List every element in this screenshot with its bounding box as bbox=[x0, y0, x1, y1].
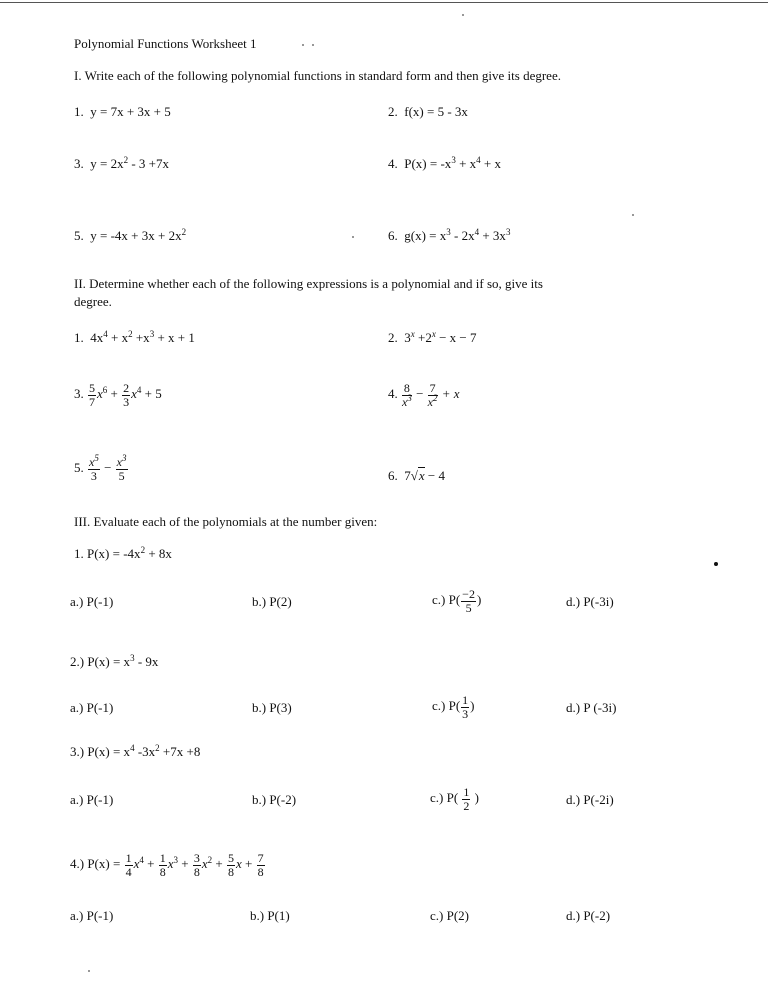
s1-item-1-expression: y = 7x + 3x + 5 bbox=[90, 104, 171, 119]
s1-item-3-part: - 3 +7x bbox=[128, 156, 170, 171]
section-2-heading-line-1: II. Determine whether each of the following expressions is a polynomial and if so, give its bbox=[74, 276, 543, 291]
numerator: 1 bbox=[159, 851, 166, 865]
denominator: 8 bbox=[227, 864, 234, 879]
p3-definition bbox=[70, 744, 200, 760]
fraction bbox=[159, 852, 167, 878]
operator: − 4 bbox=[424, 468, 446, 483]
exponent: 3 bbox=[446, 227, 451, 237]
numerator: 1 bbox=[463, 785, 470, 799]
s2-item-2-part: − x − 7 bbox=[435, 330, 477, 345]
exponent: 2 bbox=[433, 392, 438, 403]
exponent: 3 bbox=[505, 227, 511, 237]
p1-part-a: a.) P(-1) bbox=[70, 594, 114, 609]
exponent: 4 bbox=[136, 385, 142, 396]
variable: x bbox=[116, 455, 122, 469]
fraction bbox=[257, 852, 265, 878]
worksheet-title: Polynomial Functions Worksheet 1 bbox=[74, 36, 257, 51]
operator: + bbox=[177, 856, 192, 872]
p1-rest: + 8x bbox=[145, 546, 172, 561]
variable: x bbox=[89, 455, 95, 469]
numerator bbox=[116, 453, 128, 470]
s2-item-1-part: + x bbox=[107, 330, 129, 345]
numerator bbox=[88, 453, 100, 470]
p1-definition bbox=[74, 546, 172, 562]
denominator: 5 bbox=[118, 468, 125, 483]
fraction bbox=[461, 694, 469, 720]
s1-item-3-part: y = 2x bbox=[90, 156, 124, 171]
fraction bbox=[116, 453, 128, 483]
numerator: 7 bbox=[429, 381, 436, 395]
exponent: 2 bbox=[155, 743, 160, 753]
s1-item-5-number: 5. bbox=[74, 228, 84, 243]
denominator: 7 bbox=[89, 394, 95, 409]
p3-c-prefix: c.) P( bbox=[430, 790, 462, 806]
p4-part-d: d.) P(-2) bbox=[566, 908, 611, 923]
s1-item-4-number: 4. bbox=[388, 156, 398, 171]
fraction bbox=[428, 382, 438, 408]
exponent: 4 bbox=[139, 855, 144, 866]
p4-part-b: b.) P(1) bbox=[250, 908, 290, 923]
numerator: 7 bbox=[257, 851, 264, 865]
fraction bbox=[461, 588, 476, 614]
s2-item-2 bbox=[388, 330, 477, 346]
operator: + bbox=[212, 856, 226, 872]
s1-item-6-number: 6. bbox=[388, 228, 398, 243]
operator: + x bbox=[438, 386, 460, 402]
scan-top-rule bbox=[0, 2, 768, 3]
p3-c-suffix: ) bbox=[471, 790, 480, 806]
s2-item-1-number: 1. bbox=[74, 330, 84, 345]
fraction bbox=[462, 786, 470, 812]
denominator: 3 bbox=[90, 468, 97, 483]
operator: + bbox=[143, 856, 158, 872]
scan-speck bbox=[88, 970, 90, 972]
s2-item-4-number: 4. bbox=[388, 386, 398, 402]
numerator: 3 bbox=[193, 851, 200, 865]
s1-item-4-part: + x bbox=[480, 156, 501, 171]
p2-part-a: a.) P(-1) bbox=[70, 700, 114, 715]
exponent: 6 bbox=[102, 385, 108, 396]
p1-c-suffix: ) bbox=[476, 592, 482, 608]
s2-item-6-number: 6. bbox=[388, 468, 398, 483]
p1-part-c bbox=[432, 588, 481, 614]
p2-part-d: d.) P (-3i) bbox=[566, 700, 617, 715]
p1-label: 1. P(x) = -4x bbox=[74, 546, 141, 561]
scan-speck bbox=[302, 44, 304, 46]
variable: x bbox=[402, 394, 408, 409]
variable: x bbox=[201, 856, 208, 872]
s1-item-4-part: + x bbox=[455, 156, 477, 171]
numerator: 1 bbox=[462, 693, 469, 707]
p3-part-a: a.) P(-1) bbox=[70, 792, 114, 807]
s2-item-1-part: +x bbox=[132, 330, 150, 345]
p1-part-d: d.) P(-3i) bbox=[566, 594, 614, 609]
exponent: 2 bbox=[128, 329, 133, 339]
exponent: 4 bbox=[474, 227, 480, 237]
fraction bbox=[227, 852, 235, 878]
denominator: 8 bbox=[159, 864, 166, 879]
denominator bbox=[427, 392, 438, 409]
fraction bbox=[88, 453, 100, 483]
exponent: x bbox=[431, 329, 436, 339]
exponent: 3 bbox=[130, 653, 135, 663]
denominator: 2 bbox=[463, 798, 470, 813]
p4-part-c: c.) P(2) bbox=[430, 908, 469, 923]
s2-item-5 bbox=[74, 453, 129, 483]
s1-item-6-part: - 2x bbox=[450, 228, 475, 243]
s2-item-2-part: 3 bbox=[404, 330, 411, 345]
s2-item-2-number: 2. bbox=[388, 330, 398, 345]
operator: + bbox=[107, 386, 122, 402]
numerator: 8 bbox=[403, 381, 410, 395]
exponent: 3 bbox=[149, 329, 155, 339]
s2-item-1 bbox=[74, 330, 195, 346]
exponent: 3 bbox=[407, 392, 412, 403]
operator: + 5 bbox=[141, 386, 162, 402]
s1-item-2-expression: f(x) = 5 - 3x bbox=[404, 104, 468, 119]
p2-part-b: b.) P(3) bbox=[252, 700, 292, 715]
s2-item-5-number: 5. bbox=[74, 460, 84, 476]
s1-item-1-number: 1. bbox=[74, 104, 84, 119]
s1-item-3 bbox=[74, 156, 169, 172]
exponent: 5 bbox=[94, 453, 99, 463]
s1-item-5 bbox=[74, 228, 186, 244]
s2-item-3-number: 3. bbox=[74, 386, 84, 402]
fraction bbox=[122, 382, 130, 408]
p3-rest: +7x +8 bbox=[159, 744, 201, 759]
section-2-heading-line-2: degree. bbox=[74, 294, 112, 309]
s2-item-4 bbox=[388, 382, 460, 408]
p3-part-b: b.) P(-2) bbox=[252, 792, 297, 807]
s1-item-6-part: g(x) = x bbox=[404, 228, 447, 243]
exponent: 4 bbox=[130, 743, 135, 753]
scan-speck bbox=[352, 236, 354, 238]
s2-item-1-part: + x + 1 bbox=[154, 330, 195, 345]
p3-label: 3.) P(x) = x bbox=[70, 744, 131, 759]
numerator: −2 bbox=[462, 587, 475, 601]
p3-rest: -3x bbox=[134, 744, 156, 759]
exponent: 4 bbox=[476, 155, 481, 165]
p3-part-d: d.) P(-2i) bbox=[566, 792, 614, 807]
scan-speck bbox=[632, 214, 634, 216]
p1-c-prefix: c.) P( bbox=[432, 592, 461, 608]
fraction bbox=[88, 382, 96, 408]
s2-item-2-part: +2 bbox=[414, 330, 432, 345]
exponent: 3 bbox=[451, 155, 456, 165]
scan-speck bbox=[312, 44, 314, 46]
s1-item-6 bbox=[388, 228, 510, 244]
p2-rest: - 9x bbox=[134, 654, 159, 669]
exponent: 2 bbox=[181, 227, 187, 237]
denominator: 8 bbox=[193, 864, 200, 879]
variable: x bbox=[131, 386, 137, 402]
numerator: 2 bbox=[123, 381, 130, 395]
section-3-heading: III. Evaluate each of the polynomials at the number given: bbox=[74, 514, 378, 529]
exponent: x bbox=[410, 329, 415, 339]
s1-item-1 bbox=[74, 104, 171, 120]
p4-part-a: a.) P(-1) bbox=[70, 908, 114, 923]
exponent: 2 bbox=[140, 545, 146, 555]
denominator: 4 bbox=[125, 864, 132, 879]
variable: x bbox=[235, 856, 242, 872]
denominator bbox=[402, 392, 412, 409]
denominator: 8 bbox=[257, 864, 264, 879]
s1-item-3-number: 3. bbox=[74, 156, 84, 171]
exponent: 3 bbox=[173, 855, 178, 866]
scan-speck bbox=[714, 562, 718, 566]
s1-item-4-part: P(x) = -x bbox=[404, 156, 452, 171]
radicand: x bbox=[418, 468, 425, 483]
exponent: 2 bbox=[207, 855, 213, 866]
s2-item-1-part: 4x bbox=[90, 330, 104, 345]
p2-part-c bbox=[432, 694, 475, 720]
exponent: 4 bbox=[103, 329, 108, 339]
p2-c-suffix: ) bbox=[470, 698, 475, 714]
fraction bbox=[402, 382, 412, 408]
fraction bbox=[125, 852, 133, 878]
s1-item-4 bbox=[388, 156, 501, 172]
exponent: 2 bbox=[123, 155, 129, 165]
p1-part-b: b.) P(2) bbox=[252, 594, 292, 609]
s1-item-2 bbox=[388, 104, 468, 120]
operator: + bbox=[241, 856, 256, 872]
coefficient: 7 bbox=[404, 468, 411, 483]
p3-part-c bbox=[430, 786, 479, 812]
p4-label: 4.) P(x) = bbox=[70, 856, 124, 872]
operator: − bbox=[412, 386, 427, 402]
s2-item-3 bbox=[74, 382, 162, 408]
variable: x bbox=[133, 856, 140, 872]
exponent: 3 bbox=[122, 453, 127, 463]
s1-item-6-part: + 3x bbox=[479, 228, 506, 243]
s2-item-6: 6. 7√x − 4 bbox=[388, 468, 446, 483]
p4-definition bbox=[70, 852, 266, 878]
p2-definition bbox=[70, 654, 158, 670]
numerator: 5 bbox=[227, 851, 234, 865]
scan-speck bbox=[462, 14, 464, 16]
numerator: 1 bbox=[125, 851, 132, 865]
denominator: 5 bbox=[465, 600, 472, 615]
s1-item-5-part: y = -4x + 3x + 2x bbox=[90, 228, 182, 243]
fraction bbox=[193, 852, 201, 878]
denominator: 3 bbox=[123, 394, 130, 409]
operator: − bbox=[100, 460, 115, 476]
s1-item-2-number: 2. bbox=[388, 104, 398, 119]
numerator: 5 bbox=[89, 381, 95, 395]
denominator: 3 bbox=[462, 706, 469, 721]
section-1-heading: I. Write each of the following polynomial functions in standard form and then give its degree. bbox=[74, 68, 561, 83]
variable: x bbox=[97, 386, 103, 402]
p2-label: 2.) P(x) = x bbox=[70, 654, 131, 669]
p2-c-prefix: c.) P( bbox=[432, 698, 461, 714]
variable: x bbox=[167, 856, 174, 872]
variable: x bbox=[427, 394, 433, 409]
